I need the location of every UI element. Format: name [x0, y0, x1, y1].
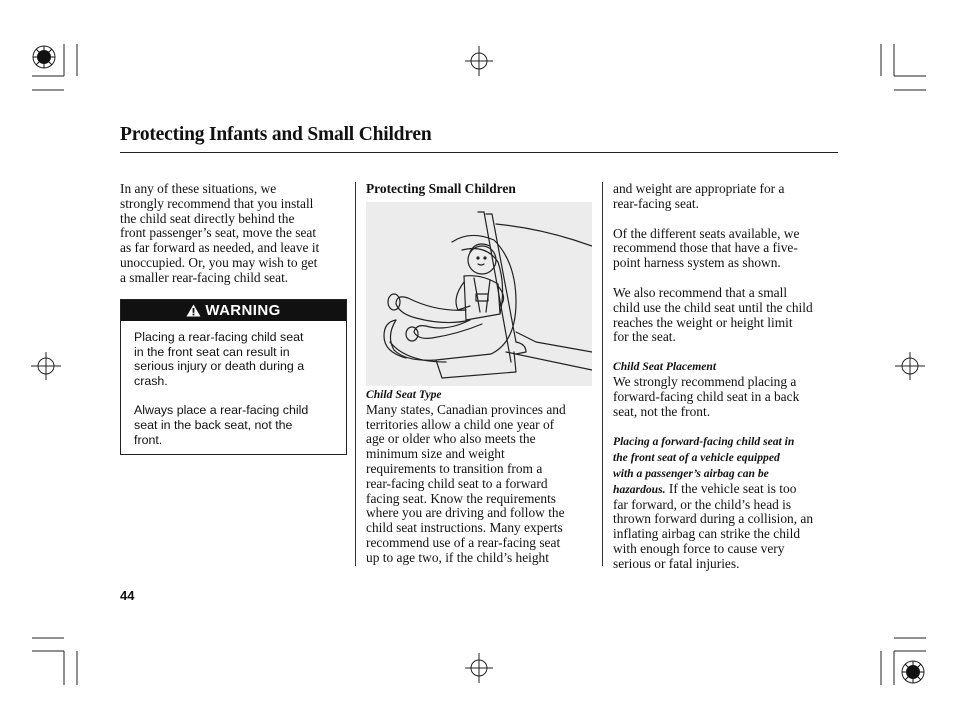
page-title: Protecting Infants and Small Children — [120, 124, 432, 145]
paragraph-4: We strongly recommend placing a forward-facing child seat in a back seat, not the front. — [613, 373, 800, 419]
intro-paragraph: In any of these situations, we strongly recommend that you install the child seat directly behind the front passenger’s seat, move the seat as far forward as needed, and leave it unoccupied. Or, you may wish to get a smaller rear-facing child seat. — [120, 181, 320, 285]
hazard-emphasis-line-1: Placing a forward-facing child seat in — [613, 435, 795, 449]
warning-label: WARNING — [205, 302, 281, 319]
warning-text-2: Always place a rear-facing child seat in the back seat, not the front. — [134, 403, 309, 447]
page-number: 44 — [120, 588, 135, 603]
paragraph-1: and weight are appropriate for a rear-facing seat. — [613, 181, 785, 211]
hazard-emphasis-line-4: hazardous. — [613, 482, 666, 496]
column-divider-1 — [355, 182, 356, 566]
warning-triangle-icon — [186, 304, 201, 317]
child-seat-placement-heading: Child Seat Placement — [613, 360, 717, 374]
column-1 — [120, 182, 348, 301]
child-seat-illustration — [366, 202, 592, 386]
child-in-seat-image — [366, 202, 592, 386]
child-seat-type-heading: Child Seat Type — [366, 388, 442, 401]
hazard-emphasis-line-3: with a passenger’s airbag can be — [613, 466, 769, 480]
title-rule — [120, 152, 838, 153]
hazard-emphasis-line-2: the front seat of a vehicle equipped — [613, 451, 780, 465]
section-heading: Protecting Small Children — [366, 181, 516, 196]
child-seat-type-paragraph: Many states, Canadian provinces and territories allow a child one year of age or older who also meets the minimum size and weight requirements to transition from a rear-facing child seat to a forward facing seat. Know the requirements where you are driving and follow the child seat instructions. Many experts recommend use of a rear-facing seat up to age two, if the child’s height — [366, 401, 566, 565]
paragraph-3: We also recommend that a small child use the child seat until the child reaches the weight or height limit for the seat. — [613, 284, 813, 345]
column-divider-2 — [602, 182, 603, 566]
column-2 — [366, 182, 594, 197]
warning-header — [121, 300, 346, 321]
column-2-lower — [366, 388, 596, 581]
warning-box — [120, 299, 347, 455]
airbag-hazard-paragraph — [613, 434, 841, 571]
hazard-text-first: If the vehicle seat is too — [665, 480, 797, 496]
paragraph-2: Of the different seats available, we recommend those that have a five- point harness system as shown. — [613, 225, 800, 271]
warning-body — [121, 321, 346, 447]
column-3 — [613, 182, 841, 587]
hazard-text-rest: far forward, or the child’s head is thrown forward during a collision, an inflating airbag can strike the child with enough force to cause very serious or fatal injuries. — [613, 496, 814, 571]
warning-text-1: Placing a rear-facing child seat in the front seat can result in serious injury or death during a crash. — [134, 330, 305, 388]
